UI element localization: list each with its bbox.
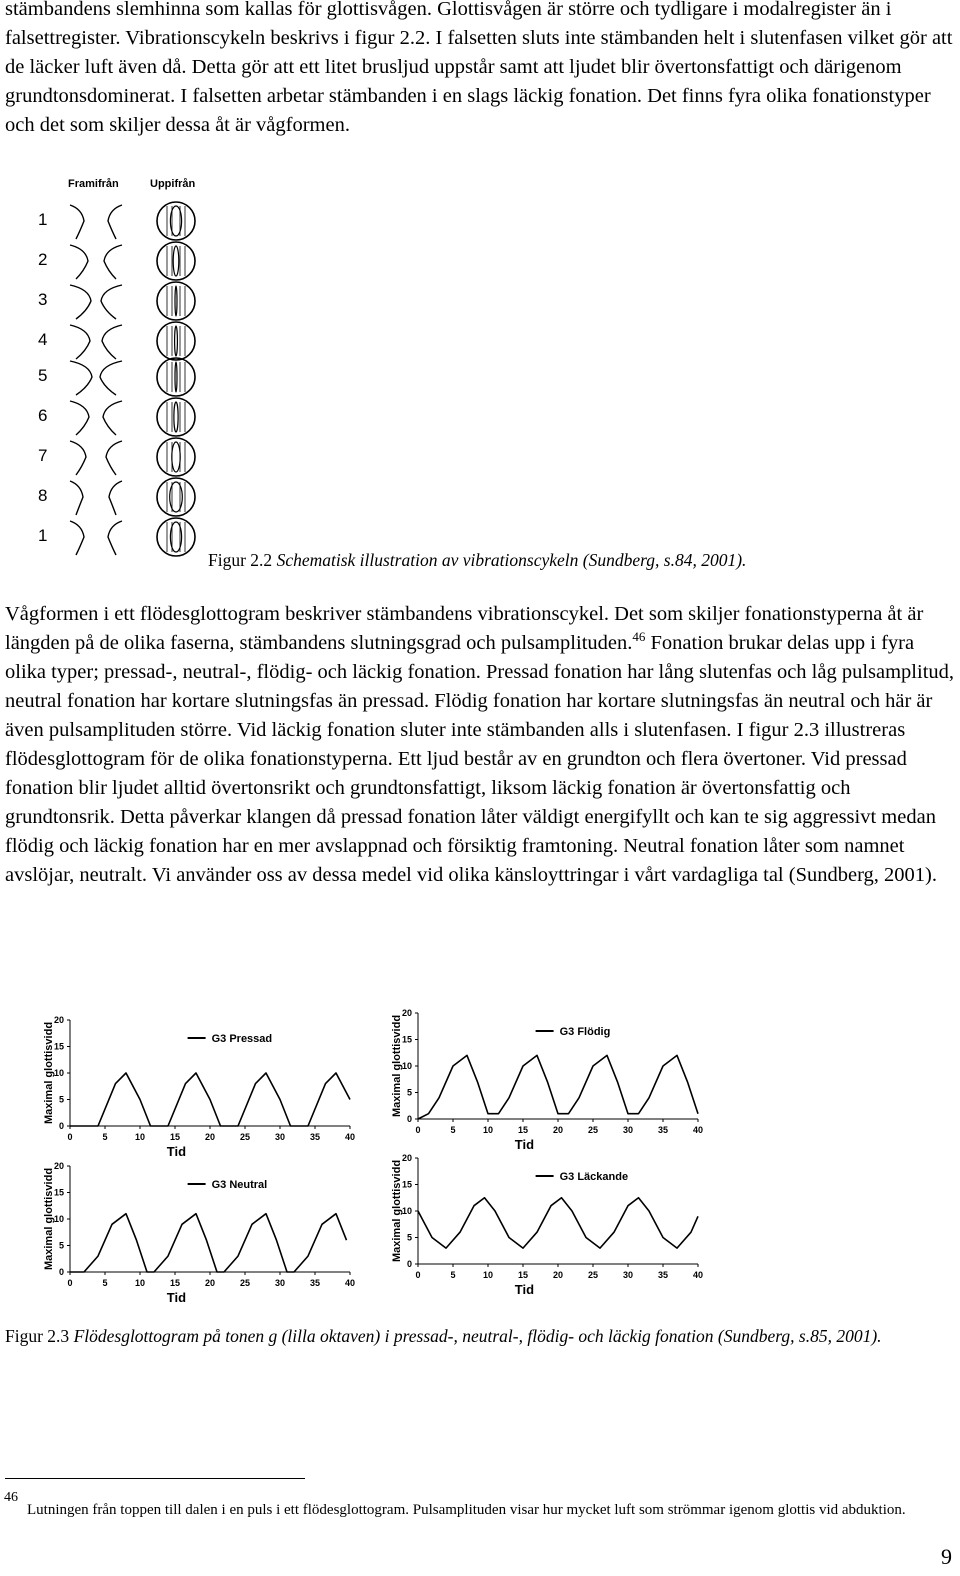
row-number: 6 bbox=[38, 406, 48, 425]
front-view-right-fold bbox=[109, 481, 122, 515]
row-number: 4 bbox=[38, 330, 48, 349]
figure-2-3-caption-text: Flödesglottogram på tonen g (lilla oktaven) i pressad-, neutral-, flödig- och läckig fonation (Sundberg, s.85, 2001). bbox=[73, 1326, 882, 1346]
series-line bbox=[70, 1214, 347, 1272]
front-view-right-fold bbox=[106, 441, 122, 475]
chart-flodig-svg bbox=[388, 1005, 708, 1155]
front-view-right-fold bbox=[103, 401, 122, 435]
top-view-glottis bbox=[175, 362, 177, 392]
front-view-right-fold bbox=[108, 205, 122, 239]
front-view-right-fold bbox=[108, 521, 122, 555]
x-axis-label: Tid bbox=[514, 1137, 535, 1152]
x-tick-label: 35 bbox=[657, 1125, 669, 1135]
x-tick-label: 5 bbox=[450, 1270, 456, 1280]
x-tick-label: 15 bbox=[517, 1270, 529, 1280]
body-paragraph-1: stämbandens slemhinna som kallas för glottisvågen. Glottisvågen är större och tydligare i modalregister än i falsettregister. Vibrationscykeln beskrivs i figur 2.2. I falsetten sluts inte stämbanden helt i slutenfasen vilket gör att de läcker luft även då. Detta gör att ett litet brusljud uppstår samt att ljudet blir övertonsfattigt och därigenom grundtonsdominerat. I falsetten arbetar stämbanden i en slags läckig fonation. Det finns fyra olika fonationstyper och det som skiljer dessa åt är vågformen. bbox=[5, 0, 953, 136]
y-tick-label: 0 bbox=[406, 1114, 412, 1124]
front-view-right-fold bbox=[104, 245, 122, 279]
chart-pressad-svg bbox=[40, 1012, 360, 1162]
front-view-right-fold bbox=[102, 325, 122, 359]
x-axis-label: Tid bbox=[166, 1144, 187, 1159]
x-tick-label: 25 bbox=[239, 1132, 251, 1142]
y-tick-label: 20 bbox=[53, 1161, 64, 1171]
chart-lackande-svg bbox=[388, 1150, 708, 1300]
y-tick-label: 0 bbox=[58, 1267, 64, 1277]
y-tick-label: 5 bbox=[406, 1232, 412, 1243]
y-tick-label: 15 bbox=[401, 1034, 412, 1045]
label-front-view: Framifrån bbox=[68, 178, 119, 190]
figure-2-3-caption-prefix: Figur 2.3 bbox=[5, 1326, 70, 1346]
x-tick-label: 0 bbox=[415, 1270, 421, 1280]
row-number: 1 bbox=[38, 526, 48, 545]
series-line bbox=[70, 1073, 350, 1126]
x-tick-label: 35 bbox=[309, 1132, 321, 1142]
figure-2-3-caption bbox=[5, 1324, 955, 1348]
x-tick-label: 35 bbox=[309, 1278, 321, 1288]
top-view-outline bbox=[157, 242, 195, 280]
top-view-outline bbox=[157, 358, 195, 396]
label-top-view: Uppifrån bbox=[150, 178, 196, 190]
top-view-glottis bbox=[170, 482, 183, 512]
front-view-left-fold bbox=[70, 285, 91, 319]
x-tick-label: 10 bbox=[134, 1132, 146, 1142]
front-view-left-fold bbox=[70, 521, 84, 555]
top-view-outline bbox=[157, 478, 195, 516]
y-axis-label: Maximal glottisvidd bbox=[391, 1014, 403, 1118]
x-tick-label: 30 bbox=[622, 1125, 634, 1135]
x-tick-label: 25 bbox=[239, 1278, 251, 1288]
row-number: 7 bbox=[38, 446, 48, 465]
top-view-glottis bbox=[175, 286, 177, 316]
y-tick-label: 20 bbox=[401, 1153, 412, 1163]
y-axis-label: Maximal glottisvidd bbox=[391, 1159, 403, 1263]
legend-label: G3 Läckande bbox=[559, 1171, 629, 1183]
front-view-left-fold bbox=[70, 245, 88, 279]
footnote-ref: 46 bbox=[632, 629, 646, 645]
front-view-right-fold bbox=[100, 361, 122, 395]
figure-2-2-caption bbox=[208, 549, 746, 571]
y-tick-label: 5 bbox=[58, 1094, 64, 1105]
y-tick-label: 15 bbox=[53, 1187, 64, 1198]
x-tick-label: 5 bbox=[102, 1278, 108, 1288]
x-tick-label: 40 bbox=[344, 1278, 356, 1288]
legend-label: G3 Pressad bbox=[211, 1033, 273, 1045]
top-view-outline bbox=[157, 322, 195, 360]
chart-flodig bbox=[388, 1005, 708, 1155]
x-tick-label: 5 bbox=[450, 1125, 456, 1135]
top-view-outline bbox=[157, 438, 195, 476]
legend-label: G3 Flödig bbox=[559, 1026, 611, 1038]
x-tick-label: 25 bbox=[587, 1270, 599, 1280]
y-tick-label: 20 bbox=[53, 1015, 64, 1025]
top-view-glottis bbox=[173, 246, 179, 276]
chart-lackande bbox=[388, 1150, 708, 1300]
x-tick-label: 20 bbox=[552, 1270, 564, 1280]
row-number: 1 bbox=[38, 210, 48, 229]
x-axis-label: Tid bbox=[514, 1282, 535, 1297]
x-tick-label: 10 bbox=[482, 1125, 494, 1135]
y-tick-label: 10 bbox=[53, 1068, 64, 1078]
top-view-outline bbox=[157, 518, 195, 556]
footnote-text: Lutningen från toppen till dalen i en puls i ett flödesglottogram. Pulsamplituden visar hur mycket luft som strömmar igenom glottis vid abduktion. bbox=[27, 1502, 906, 1518]
front-view-left-fold bbox=[70, 325, 90, 359]
x-tick-label: 40 bbox=[692, 1270, 704, 1280]
vibration-cycle-drawing bbox=[30, 172, 210, 564]
paragraph-2-part-1: Vågformen i ett flödesglottogram beskriver stämbandens vibrationscykel. Det som skiljer fonationstyperna åt är längden på de olika faserna, stämbandens slutningsgrad och pulsamplituden. bbox=[5, 603, 924, 654]
series-line bbox=[418, 1198, 698, 1248]
figure-vibration-cycle bbox=[30, 172, 210, 564]
footnote-number: 46 bbox=[4, 1490, 18, 1505]
paragraph-2-part-2: Fonation brukar delas upp i fyra olika typer; pressad-, neutral-, flödig- och läckig fonation. Pressad fonation har lång slutenfas och låg pulsamplitud, neutral fonation har kortare slutningsfas än pressad. Flödig fonation har kortare slutningsfas än neutral och här är även pulsamplituden större. Vid läckig fonation sluter inte stämbanden alls i slutenfasen. I figur 2.3 illustreras flödesglottogram för de olika fonationstyperna. Ett ljud består av en grundton och flera övertoner. Vid pressad fonation blir ljudet alltid övertonsrikt och grundtonsfattigt, liksom läckig fonation är övertonsfattig och grundtonsrik. Detta påverkar klangen då pressad fonation låter väldigt energifyllt och kan te sig aggressivt medan flödig och läckig fonation har en mer avslappnad och försiktig framtoning. Neutral fonation låter som namnet avslöjar, neutralt. Vi använder oss av dessa medel vid olika känsloyttringar i vårt vardagliga tal (Sundberg, 2001). bbox=[5, 632, 955, 886]
row-number: 2 bbox=[38, 250, 48, 269]
top-view-glottis bbox=[172, 442, 180, 472]
legend-label: G3 Neutral bbox=[211, 1179, 268, 1191]
x-tick-label: 10 bbox=[482, 1270, 494, 1280]
x-tick-label: 15 bbox=[169, 1132, 181, 1142]
front-view-left-fold bbox=[70, 481, 83, 515]
chart-neutral-svg bbox=[40, 1158, 360, 1308]
x-tick-label: 40 bbox=[692, 1125, 704, 1135]
x-tick-label: 30 bbox=[274, 1132, 286, 1142]
x-tick-label: 20 bbox=[204, 1132, 216, 1142]
x-tick-label: 30 bbox=[622, 1270, 634, 1280]
y-axis-label: Maximal glottisvidd bbox=[43, 1167, 55, 1271]
y-tick-label: 0 bbox=[58, 1121, 64, 1131]
top-view-glottis bbox=[174, 402, 178, 432]
y-tick-label: 10 bbox=[53, 1214, 64, 1224]
x-tick-label: 10 bbox=[134, 1278, 146, 1288]
x-tick-label: 0 bbox=[67, 1132, 73, 1142]
x-tick-label: 15 bbox=[517, 1125, 529, 1135]
x-tick-label: 20 bbox=[204, 1278, 216, 1288]
y-axis-label: Maximal glottisvidd bbox=[43, 1021, 55, 1125]
front-view-left-fold bbox=[70, 361, 92, 395]
y-tick-label: 15 bbox=[53, 1041, 64, 1052]
x-tick-label: 40 bbox=[344, 1132, 356, 1142]
y-tick-label: 10 bbox=[401, 1206, 412, 1216]
front-view-left-fold bbox=[70, 441, 86, 475]
y-tick-label: 5 bbox=[58, 1240, 64, 1251]
x-tick-label: 30 bbox=[274, 1278, 286, 1288]
y-tick-label: 5 bbox=[406, 1087, 412, 1098]
front-view-left-fold bbox=[70, 401, 89, 435]
chart-pressad bbox=[40, 1012, 360, 1162]
footnote-separator bbox=[5, 1478, 305, 1479]
x-tick-label: 5 bbox=[102, 1132, 108, 1142]
series-line bbox=[418, 1055, 698, 1119]
page-number: 9 bbox=[941, 1544, 952, 1569]
x-tick-label: 0 bbox=[67, 1278, 73, 1288]
x-tick-label: 25 bbox=[587, 1125, 599, 1135]
top-view-outline bbox=[157, 398, 195, 436]
row-number: 3 bbox=[38, 290, 48, 309]
body-paragraph-2 bbox=[5, 600, 955, 890]
x-tick-label: 35 bbox=[657, 1270, 669, 1280]
figure-2-2-caption-text: Schematisk illustration av vibrationscykeln (Sundberg, s.84, 2001). bbox=[276, 550, 747, 570]
x-tick-label: 20 bbox=[552, 1125, 564, 1135]
row-number: 5 bbox=[38, 366, 48, 385]
x-axis-label: Tid bbox=[166, 1290, 187, 1305]
y-tick-label: 20 bbox=[401, 1008, 412, 1018]
y-tick-label: 0 bbox=[406, 1259, 412, 1269]
top-view-outline bbox=[157, 282, 195, 320]
figure-2-2-caption-prefix: Figur 2.2 bbox=[208, 550, 273, 570]
y-tick-label: 10 bbox=[401, 1061, 412, 1071]
x-tick-label: 0 bbox=[415, 1125, 421, 1135]
front-view-right-fold bbox=[101, 285, 122, 319]
top-view-outline bbox=[157, 202, 195, 240]
y-tick-label: 15 bbox=[401, 1179, 412, 1190]
chart-neutral bbox=[40, 1158, 360, 1308]
row-number: 8 bbox=[38, 486, 48, 505]
top-view-glottis bbox=[175, 326, 178, 356]
front-view-left-fold bbox=[70, 205, 84, 239]
x-tick-label: 15 bbox=[169, 1278, 181, 1288]
